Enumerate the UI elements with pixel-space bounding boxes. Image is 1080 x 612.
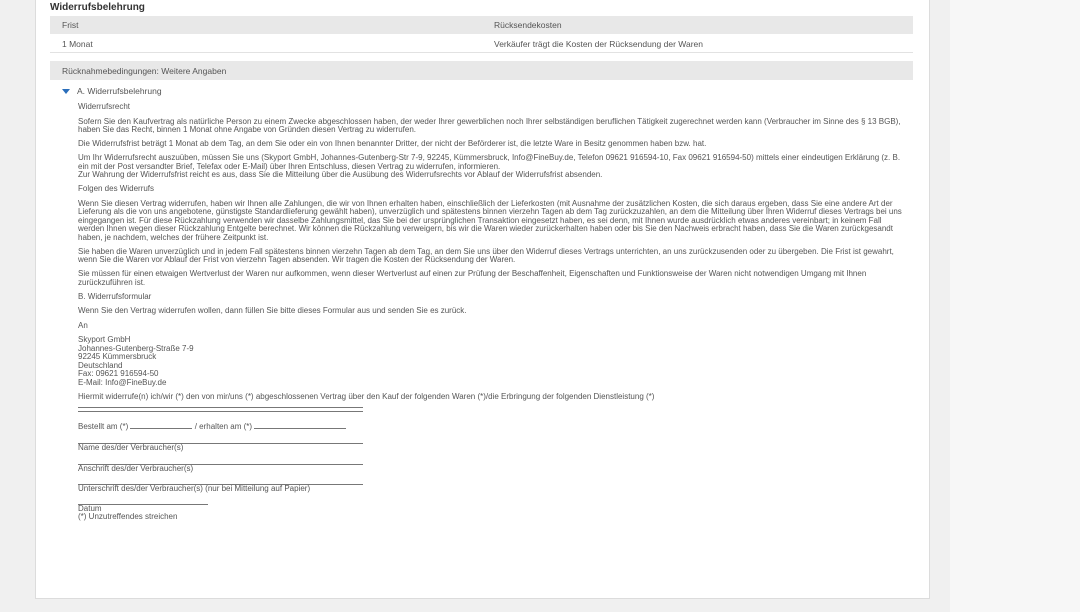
form-blank-line — [78, 408, 363, 412]
order-dates-line — [78, 423, 908, 432]
heading-formular: B. Widerrufsformular — [78, 291, 152, 301]
address-block — [78, 336, 908, 387]
header-ruecksendekosten: Rücksendekosten — [494, 20, 562, 30]
form-blank-line — [254, 428, 346, 429]
address-label: Anschrift des/der Verbraucher(s) — [78, 463, 194, 473]
paragraph: Sie müssen für einen etwaigen Wertverlust der Waren nur aufkommen, wenn dieser Wertverlust auf einen zur Prüfung der Beschaffenheit, Eigenschaften und Funktionsweise der Waren nicht notwendigen Umgang mit Ihnen zurückzuführen ist. — [78, 269, 867, 287]
paragraph: Zur Wahrung der Widerrufsfrist reicht es aus, dass Sie die Mitteilung über die Ausübung des Widerrufsrechts vor Ablauf der Widerrufsfrist absenden. — [78, 170, 603, 179]
further-details-header — [50, 61, 913, 80]
header-frist: Frist — [62, 20, 79, 30]
heading-folgen: Folgen des Widerrufs — [78, 184, 155, 193]
paragraph: Hiermit widerrufe(n) ich/wir (*) den von mir/uns (*) abgeschlossenen Vertrag über den Kauf der folgenden Waren (*)/die Erbringung der folgenden Dienstleistung (*) — [78, 392, 655, 401]
section-title: Widerrufsbelehrung — [50, 2, 145, 13]
address-line: Fax: 09621 916594-50 — [78, 369, 159, 378]
table-row — [50, 35, 913, 53]
signature-label: Unterschrift des/der Verbraucher(s) (nur bei Mitteilung auf Papier) — [78, 484, 311, 493]
toggle-label: A. Widerrufsbelehrung — [77, 86, 162, 96]
further-details-title: Rücknahmebedingungen: Weitere Angaben — [62, 66, 227, 76]
footnote: (*) Unzutreffendes streichen — [78, 512, 178, 521]
cell-frist: 1 Monat — [62, 39, 93, 49]
paragraph: Sofern Sie den Kaufvertrag als natürliche Person zu einem Zwecke abgeschlossen haben, der weder Ihrer gewerblichen noch Ihrer selbständigen beruflichen Tätigkeit zugerechnet werden kann (Verbraucher im Sinne des § 13 BGB), haben Sie das Recht, binnen 1 Monat ohne Angabe von Gründen diesen Vertrag zu widerrufen. — [78, 116, 901, 134]
name-label: Name des/der Verbraucher(s) — [78, 443, 184, 452]
paragraph: Wenn Sie den Vertrag widerrufen wollen, dann füllen Sie bitte dieses Formular aus und senden Sie es zurück. — [78, 306, 467, 315]
paragraph: Die Widerrufsfrist beträgt 1 Monat ab dem Tag, an dem Sie oder ein von Ihnen benannter Dritter, der nicht der Beförderer ist, die letzte Ware in Besitz genommen haben bzw. hat. — [78, 139, 707, 148]
caret-down-icon — [62, 89, 70, 94]
address-line: 92245 Kümmersbruck — [78, 352, 157, 361]
address-line: Skyport GmbH — [78, 335, 131, 344]
date-label: Datum — [78, 503, 102, 513]
paragraph: Um Ihr Widerrufsrecht auszuüben, müssen Sie uns (Skyport GmbH, Johannes-Gutenberg-Str 7-9, 92245, Kümmersbruck, Info@FineBuy.de, Telefon 09621 916594-10, Fax 09621 916594-50) mittels einer eindeutigen Erklärung (z. B. ein mit der Post versandter Brief, Telefax oder E-Mail) über Ihren Entschluss, diesen Vertrag zu widerrufen, informieren. — [78, 153, 901, 171]
paragraph: Sie haben die Waren unverzüglich und in jedem Fall spätestens binnen vierzehn Tagen ab dem Tag, an dem Sie uns über den Widerruf dieses Vertrags unterrichten, an uns zurückzusenden oder zu übergeben. Die Frist ist gewahrt, wenn Sie die Waren vor Ablauf der Frist von vierzehn Tagen absenden. Wir tragen die Kosten der Rücksendung der Waren. — [78, 246, 894, 264]
cell-ruecksendekosten: Verkäufer trägt die Kosten der Rücksendung der Waren — [494, 39, 703, 49]
salutation-an: An — [78, 320, 88, 330]
ordered-on-label: Bestellt am (*) — [78, 421, 129, 431]
heading-widerrufsrecht: Widerrufsrecht — [78, 102, 131, 111]
received-on-label: / erhalten am (*) — [194, 421, 253, 431]
paragraph: Wenn Sie diesen Vertrag widerrufen, haben wir Ihnen alle Zahlungen, die wir von Ihnen erhalten haben, einschließlich der Lieferkosten (mit Ausnahme der zusätzlichen Kosten, die sich daraus ergeben, dass Sie eine andere Art der Lieferung als die von uns angebotene, günstigste Standardlieferung gewählt haben), unverzüglich und spätestens binnen vierzehn Tagen ab dem Tag zurückzuzahlen, an dem die Mitteilung über Ihren Widerruf dieses Vertrags bei uns eingegangen ist. Für diese Rückzahlung verwenden wir dasselbe Zahlungsmittel, das Sie bei der ursprünglichen Transaktion eingesetzt haben, es sei denn, mit Ihnen wurde ausdrücklich etwas anderes vereinbart; in keinem Fall werden Ihnen wegen dieser Rückzahlung Entgelte berechnet. Wir können die Rückzahlung verweigern, bis wir die Waren wieder zurückerhalten haben oder bis Sie den Nachweis erbracht haben, dass Sie die Waren zurückgesandt haben, je nachdem, welches der frühere Zeitpunkt ist. — [78, 198, 902, 242]
policy-content — [78, 103, 908, 522]
widerrufsbelehrung-toggle[interactable] — [62, 86, 162, 96]
right-margin — [950, 0, 1080, 612]
form-blank-line — [130, 428, 192, 429]
policy-table-header — [50, 16, 913, 34]
address-line: Deutschland — [78, 360, 123, 370]
address-line: Johannes-Gutenberg-Straße 7-9 — [78, 343, 194, 353]
return-policy-panel — [35, 0, 930, 599]
address-line: E-Mail: Info@FineBuy.de — [78, 377, 167, 387]
